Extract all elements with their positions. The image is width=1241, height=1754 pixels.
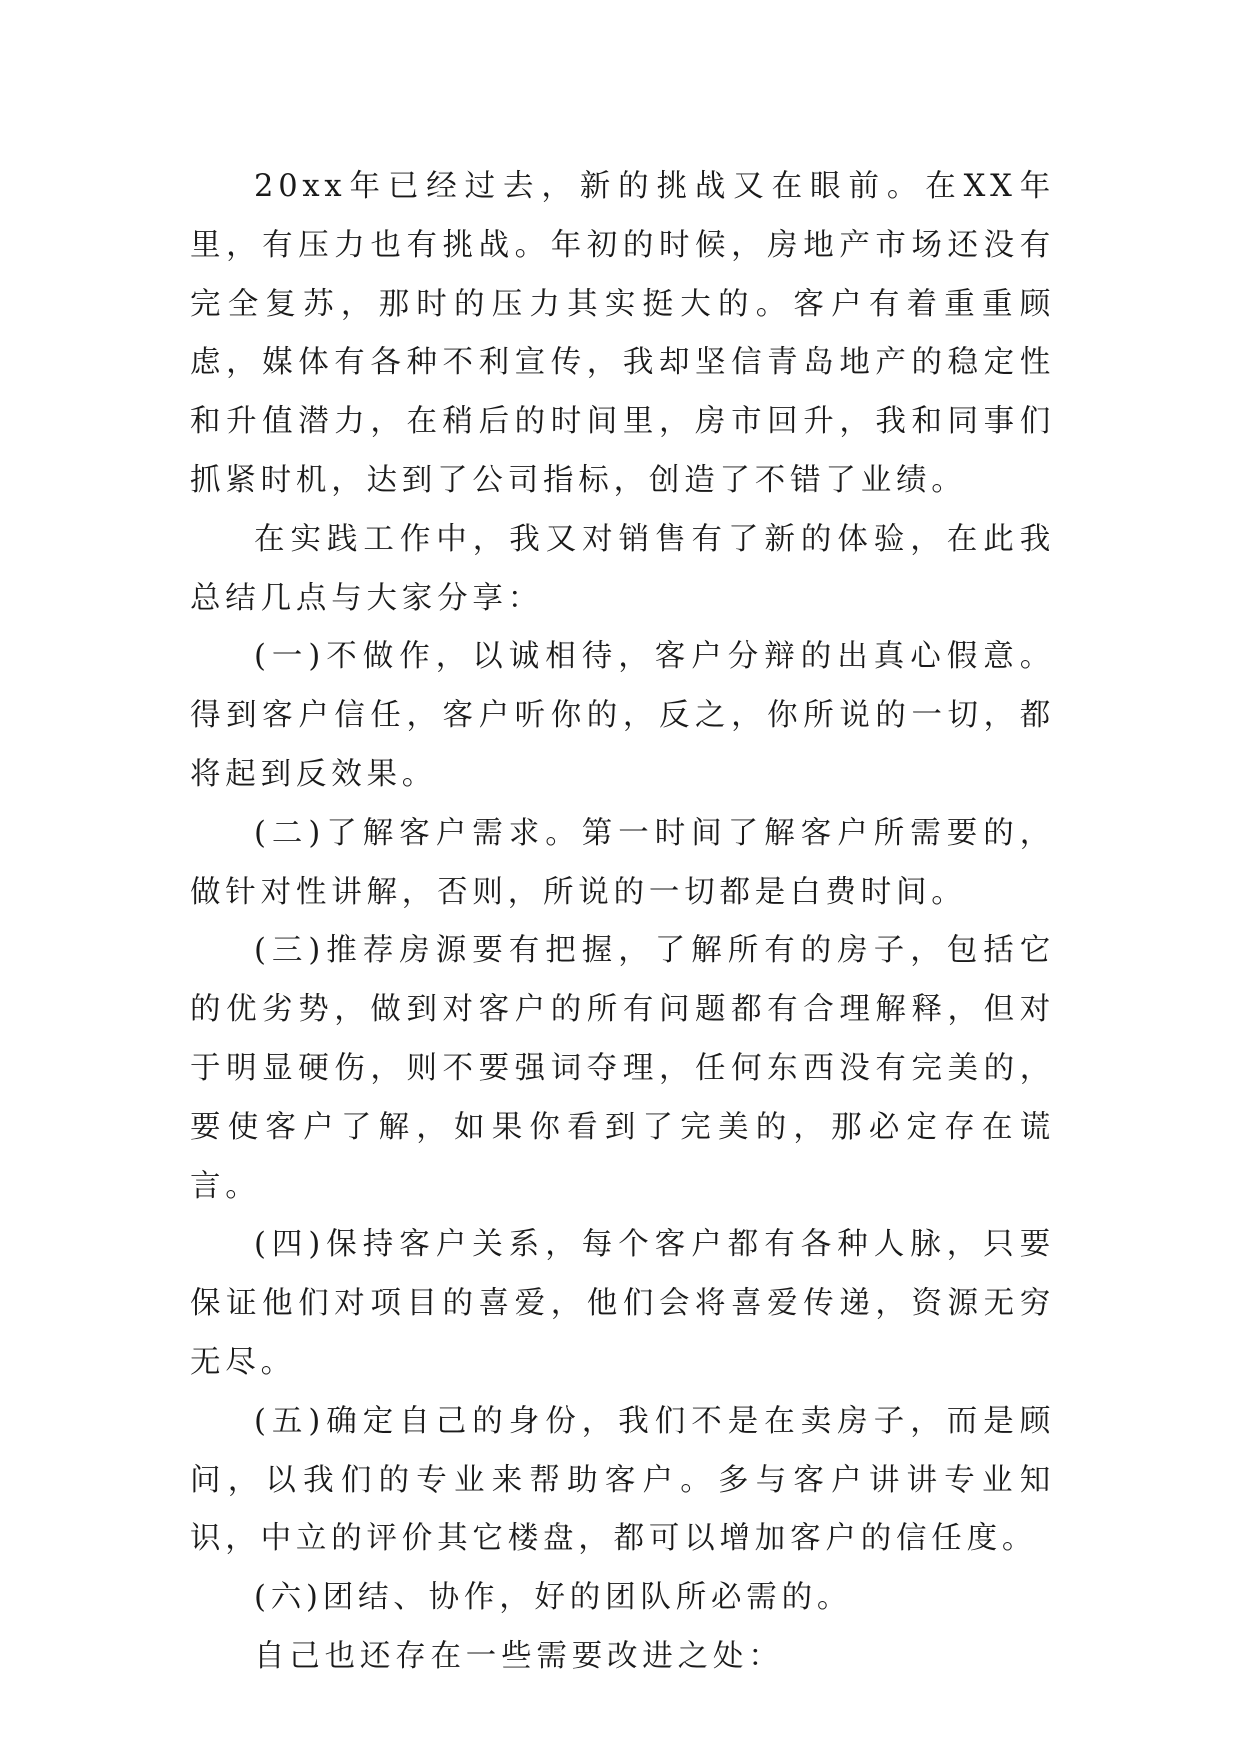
paragraph-point-1: (一)不做作，以诚相待，客户分辩的出真心假意。得到客户信任，客户听你的，反之，你所说的一切，都将起到反效果。 <box>190 639 1055 792</box>
paragraph-point-2: (二)了解客户需求。第一时间了解客户所需要的，做针对性讲解，否则，所说的一切都是白费时间。 <box>190 815 1055 910</box>
paragraph-point-4: (四)保持客户关系，每个客户都有各种人脉，只要保证他们对项目的喜爱，他们会将喜爱传递，资源无穷无尽。 <box>190 1227 1055 1380</box>
paragraph-point-5: (五)确定自己的身份，我们不是在卖房子，而是顾问，以我们的专业来帮助客户。多与客户讲讲专业知识，中立的评价其它楼盘，都可以增加客户的信任度。 <box>190 1403 1055 1557</box>
document-body <box>190 158 1055 1687</box>
paragraph-improvements: 自己也还存在一些需要改进之处： <box>254 1638 784 1674</box>
paragraph-experience-lead: 在实践工作中，我又对销售有了新的体验，在此我总结几点与大家分享： <box>190 521 1055 616</box>
paragraph-point-3: (三)推荐房源要有把握，了解所有的房子，包括它的优劣势，做到对客户的所有问题都有合理解释，但对于明显硬伤，则不要强词夺理，任何东西没有完美的，要使客户了解，如果你看到了完美的，那必定存在谎言。 <box>190 933 1055 1204</box>
paragraph-point-6: (六)团结、协作，好的团队所必需的。 <box>254 1580 853 1616</box>
paragraph-intro: 20xx年已经过去，新的挑战又在眼前。在XX年里，有压力也有挑战。年初的时候，房地产市场还没有完全复苏，那时的压力其实挺大的。客户有着重重顾虑，媒体有各种不利宣传，我却坚信青岛地产的稳定性和升值潜力，在稍后的时间里，房市回升，我和同事们抓紧时机，达到了公司指标，创造了不错了业绩。 <box>190 169 1055 498</box>
